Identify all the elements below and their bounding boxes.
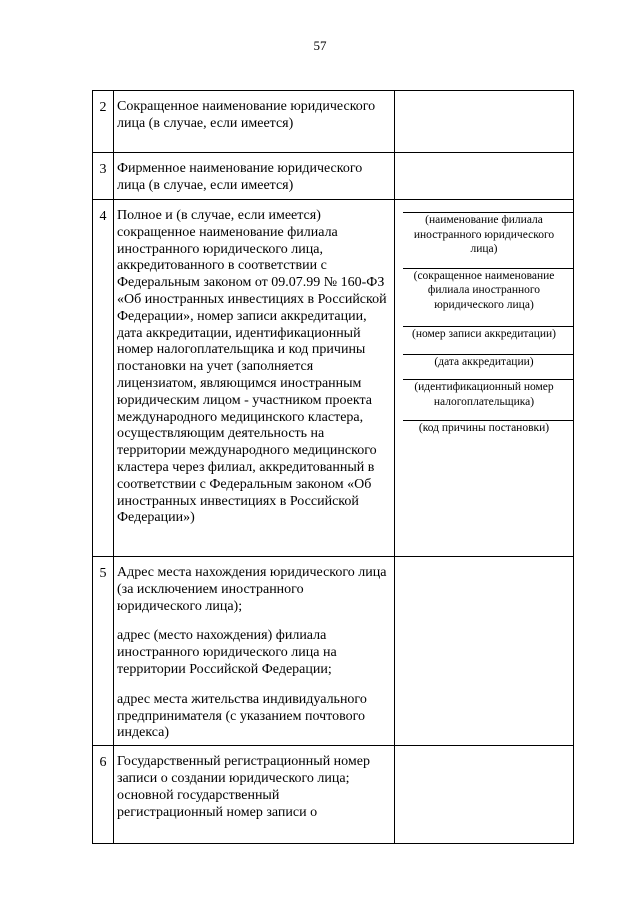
label-text: Государственный регистрационный номер записи о создании юридического лица; — [117, 754, 370, 786]
row-label — [114, 557, 395, 746]
table-row — [93, 91, 574, 153]
label-text: Полное и (в случае, если имеется) сокращенное наименование филиала иностранного юридического лица, аккредитованного в соответствии с Федеральным законом от 09.07.99 № 160-ФЗ «Об иностранных инвестициях в Российской Федерации», номер записи аккредитации, дата аккредитации, идентификационный номер налогоплательщика и код причины постановки на учет (заполняется лицензиатом, являющимся иностранным юридическим лицом - участником проекта международного медицинского кластера, осуществляющим деятельность на территории международного медицинского кластера через филиал, аккредитованный в соответствии с Федеральным законом «Об иностранных инвестициях в Российской Федерации») — [117, 208, 387, 526]
table-row — [93, 746, 574, 844]
caption-branch-name: (наименование филиала иностранного юридического лица) — [413, 214, 555, 255]
label-text: адрес (место нахождения) филиала иностранного юридического лица на территории Российской Федерации; — [117, 628, 337, 677]
row-label — [114, 153, 395, 200]
value-cell[interactable] — [395, 200, 574, 557]
row-number: 3 — [93, 153, 114, 200]
page-number: 57 — [313, 38, 327, 53]
caption-branch-short-name: (сокращенное наименование филиала иностранного юридического лица) — [413, 269, 555, 311]
value-cell[interactable] — [395, 153, 574, 200]
table-row — [93, 557, 574, 746]
caption-accreditation-date: (дата аккредитации) — [434, 355, 534, 368]
row-number: 2 — [93, 91, 114, 153]
label-text: основной государственный регистрационный номер записи о — [117, 787, 318, 820]
table-row — [93, 200, 574, 557]
table-row — [93, 153, 574, 200]
row-label — [114, 91, 395, 153]
form-table — [92, 90, 574, 844]
value-cell[interactable] — [395, 91, 574, 153]
caption-accreditation-record: (номер записи аккредитации) — [411, 328, 556, 340]
caption-kpp: (код причины постановки) — [418, 422, 550, 434]
value-cell[interactable] — [395, 746, 574, 844]
value-cell[interactable] — [395, 557, 574, 746]
label-text: Адрес места нахождения юридического лица (за исключением иностранного юридического лица); — [117, 565, 387, 614]
label-text: адрес места жительства индивидуального предпринимателя (с указанием почтового индекса) — [117, 691, 367, 741]
row-label — [114, 746, 395, 844]
caption-block — [395, 200, 573, 436]
label-text: Сокращенное наименование юридического лица (в случае, если имеется) — [117, 99, 376, 131]
row-label — [114, 200, 395, 557]
caption-inn: (идентификационный номер налогоплательщика) — [414, 381, 554, 408]
label-text: Фирменное наименование юридического лица (в случае, если имеется) — [117, 161, 363, 193]
row-number: 5 — [93, 557, 114, 746]
row-number: 6 — [93, 746, 114, 844]
row-number: 4 — [93, 200, 114, 557]
